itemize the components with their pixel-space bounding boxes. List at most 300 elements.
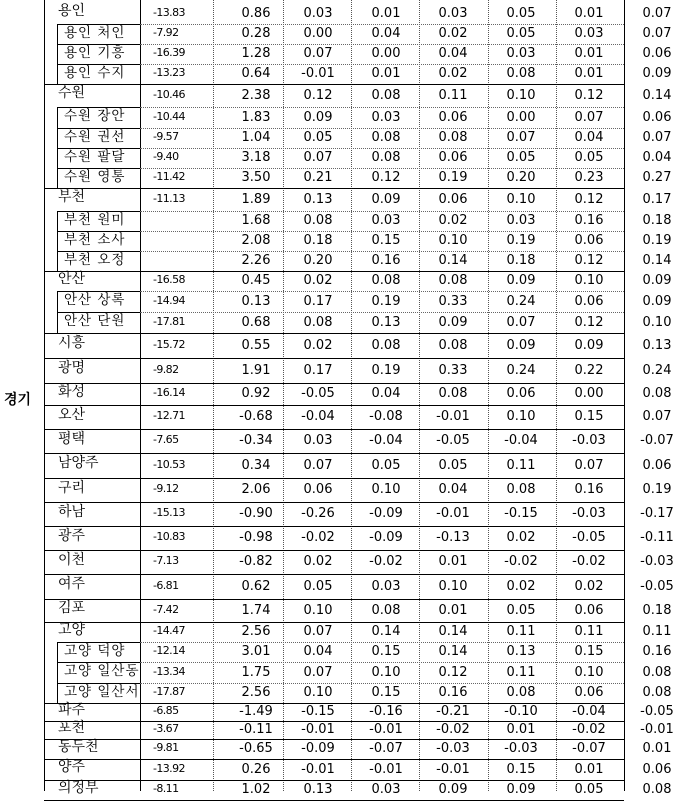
value-cell-col7: 0.12 <box>574 253 604 268</box>
value-cell-col2: 0.13 <box>241 293 271 309</box>
value-cell-col4: 0.15 <box>371 644 401 659</box>
value-cell-col8: 0.07 <box>642 130 672 145</box>
value-cell-col4: 0.08 <box>371 130 401 145</box>
value-cell-col3: 0.07 <box>303 150 333 165</box>
value-cell-col8: -0.11 <box>640 530 674 545</box>
row-divider <box>140 231 624 232</box>
value-cell-col5: -0.01 <box>436 506 470 521</box>
value-cell-col5: 0.12 <box>438 664 468 680</box>
value-cell-col3: 0.18 <box>303 233 333 248</box>
value-cell-col5: -0.02 <box>436 722 470 737</box>
value-cell-col8: 0.14 <box>642 253 672 268</box>
value-cell-col8: 0.19 <box>642 233 672 248</box>
value-cell-col4: -0.16 <box>369 704 403 719</box>
city-name: 하남 <box>58 503 86 520</box>
value-cell-col3: 0.07 <box>303 46 333 61</box>
value-cell-col2: -0.65 <box>239 741 273 756</box>
value-cell-col6: 0.05 <box>506 150 536 165</box>
value-cell-col6: 0.02 <box>506 530 536 545</box>
value-cell-col1: -6.81 <box>153 578 179 592</box>
subdistrict-name: 고양 일산동 <box>64 663 140 679</box>
value-cell-col7: 0.10 <box>574 664 604 680</box>
value-cell-col2: 1.68 <box>241 213 271 228</box>
value-cell-col3: -0.01 <box>301 66 335 81</box>
value-cell-col1: -12.14 <box>153 644 185 657</box>
value-cell-col6: -0.10 <box>504 704 538 719</box>
subrow-box-edge <box>57 148 58 168</box>
value-cell-col3: 0.07 <box>303 624 333 639</box>
value-cell-col1: -9.81 <box>153 741 179 754</box>
value-cell-col5: 0.03 <box>438 5 468 21</box>
subdistrict-name: 수원 장안 <box>64 108 126 124</box>
value-cell-col7: -0.03 <box>572 433 606 448</box>
value-cell-col6: 0.24 <box>506 362 536 378</box>
value-cell-col2: 0.64 <box>241 66 271 81</box>
value-cell-col3: 0.12 <box>303 87 333 103</box>
value-cell-col6: 0.11 <box>506 664 536 680</box>
value-cell-col3: 0.21 <box>303 170 333 185</box>
value-cell-col3: -0.02 <box>301 530 335 545</box>
row-divider <box>140 642 624 643</box>
subdistrict-name: 수원 팔달 <box>64 148 126 165</box>
value-cell-col2: 3.18 <box>241 150 271 165</box>
value-cell-col4: 0.16 <box>371 253 401 268</box>
value-cell-col6: 0.05 <box>506 602 536 618</box>
value-cell-col8: 0.16 <box>642 644 672 659</box>
value-cell-col4: 0.19 <box>371 293 401 309</box>
value-cell-col5: 0.08 <box>438 337 468 353</box>
value-cell-col5: 0.08 <box>438 130 468 145</box>
value-cell-col8: 0.14 <box>642 87 672 103</box>
subrow-box-edge <box>57 211 58 231</box>
value-cell-col8: 0.06 <box>642 457 672 473</box>
value-cell-col7: 0.23 <box>574 170 604 185</box>
value-cell-col2: 1.28 <box>241 46 271 61</box>
value-cell-col4: 0.13 <box>371 314 401 330</box>
value-cell-col5: -0.01 <box>436 761 470 777</box>
city-name: 용인 <box>58 3 86 19</box>
subrow-box-edge <box>57 128 58 148</box>
value-cell-col4: -0.01 <box>369 761 403 777</box>
value-cell-col5: 0.16 <box>438 685 468 700</box>
value-cell-col4: 0.08 <box>371 337 401 353</box>
value-cell-col3: 0.06 <box>303 482 333 497</box>
value-cell-col4: 0.04 <box>371 386 401 401</box>
value-cell-col1: -13.92 <box>153 761 185 775</box>
value-cell-col8: 0.08 <box>642 685 672 700</box>
value-cell-col3: 0.00 <box>303 26 333 41</box>
value-cell-col6: -0.02 <box>504 554 538 569</box>
row-divider <box>44 739 624 740</box>
city-name: 광주 <box>58 527 86 544</box>
value-cell-col7: -0.07 <box>572 741 606 756</box>
value-cell-col5: 0.10 <box>438 233 468 248</box>
value-cell-col3: 0.17 <box>303 293 333 309</box>
value-cell-col4: 0.03 <box>371 782 401 797</box>
value-cell-col6: -0.15 <box>504 506 538 521</box>
value-cell-col1: -10.46 <box>153 87 185 101</box>
value-cell-col1: -9.40 <box>153 150 179 163</box>
value-cell-col3: -0.05 <box>301 386 335 401</box>
value-cell-col4: 0.14 <box>371 624 401 639</box>
value-cell-col2: 1.74 <box>241 602 271 618</box>
value-cell-col6: 0.10 <box>506 87 536 103</box>
city-name: 안산 <box>58 270 86 287</box>
value-cell-col2: -0.82 <box>239 554 273 569</box>
value-cell-col6: 0.24 <box>506 293 536 309</box>
value-cell-col2: 2.38 <box>241 87 271 103</box>
value-cell-col2: 0.55 <box>241 337 271 353</box>
value-cell-col8: 0.08 <box>642 782 672 797</box>
value-cell-col1: -10.53 <box>153 457 185 471</box>
value-cell-col3: 0.08 <box>303 213 333 228</box>
value-cell-col5: 0.14 <box>438 253 468 268</box>
city-name: 구리 <box>58 479 86 496</box>
city-name: 화성 <box>58 383 86 400</box>
value-cell-col4: 0.12 <box>371 170 401 185</box>
value-cell-col1: -13.23 <box>153 66 185 79</box>
subrow-box-edge <box>57 662 58 683</box>
value-cell-col8: 0.18 <box>642 213 672 228</box>
value-cell-col7: 0.16 <box>574 213 604 228</box>
value-cell-col7: 0.05 <box>574 782 604 797</box>
value-cell-col1: -17.81 <box>153 314 185 328</box>
row-divider <box>44 271 624 272</box>
row-divider <box>44 478 624 479</box>
value-cell-col6: 0.05 <box>506 5 536 21</box>
value-cell-col5: 0.01 <box>438 554 468 569</box>
value-cell-col7: -0.02 <box>572 722 606 737</box>
value-cell-col4: 0.03 <box>371 578 401 594</box>
value-cell-col4: 0.15 <box>371 685 401 700</box>
value-cell-col2: 0.92 <box>241 386 271 401</box>
value-cell-col4: 0.10 <box>371 664 401 680</box>
value-cell-col1: -7.65 <box>153 433 179 446</box>
value-cell-col1: -16.58 <box>153 273 185 286</box>
row-divider <box>140 24 624 25</box>
value-cell-col1: -14.47 <box>153 624 185 637</box>
city-name: 여주 <box>58 576 86 592</box>
value-cell-col1: -11.42 <box>153 170 185 183</box>
value-cell-col1: -13.34 <box>153 664 185 678</box>
value-cell-col4: -0.09 <box>369 506 403 521</box>
city-name: 포천 <box>58 719 86 736</box>
subdistrict-name: 부천 오정 <box>64 251 126 268</box>
value-cell-col6: 0.08 <box>506 482 536 497</box>
value-cell-col5: 0.11 <box>438 87 468 103</box>
value-cell-col1: -3.67 <box>153 722 179 735</box>
value-cell-col6: 0.08 <box>506 66 536 81</box>
value-cell-col1: -9.57 <box>153 130 179 143</box>
value-cell-col7: 0.01 <box>574 66 604 81</box>
value-cell-col3: 0.02 <box>303 554 333 569</box>
column-divider <box>556 0 557 791</box>
value-cell-col1: -16.14 <box>153 386 185 399</box>
value-cell-col4: 0.05 <box>371 457 401 473</box>
value-cell-col5: 0.04 <box>438 482 468 497</box>
row-divider <box>44 333 624 334</box>
value-cell-col7: 0.02 <box>574 578 604 594</box>
subrow-box-edge <box>57 168 58 188</box>
value-cell-col2: 0.62 <box>241 578 271 594</box>
value-cell-col6: 0.10 <box>506 409 536 424</box>
value-cell-col4: 0.00 <box>371 46 401 61</box>
city-name: 고양 <box>58 621 86 638</box>
subdistrict-name: 수원 영통 <box>64 168 126 185</box>
value-cell-col3: 0.13 <box>303 782 333 797</box>
value-cell-col6: 0.09 <box>506 273 536 288</box>
value-cell-col5: 0.33 <box>438 293 468 309</box>
value-cell-col5: 0.19 <box>438 170 468 185</box>
city-name: 동두천 <box>58 738 99 755</box>
value-cell-col2: -0.68 <box>239 409 273 424</box>
value-cell-col8: 0.13 <box>642 337 672 353</box>
value-cell-col4: 0.09 <box>371 191 401 207</box>
value-cell-col4: 0.10 <box>371 482 401 497</box>
column-divider <box>419 0 420 791</box>
value-cell-col6: 0.01 <box>506 722 536 737</box>
value-cell-col4: -0.04 <box>369 433 403 448</box>
subrow-box-edge <box>57 107 58 128</box>
row-divider <box>44 84 624 85</box>
value-cell-col6: -0.04 <box>504 433 538 448</box>
row-divider <box>140 64 624 65</box>
value-cell-col8: 0.24 <box>642 362 672 378</box>
value-cell-col1: -8.11 <box>153 782 179 795</box>
value-cell-col3: 0.02 <box>303 273 333 288</box>
value-cell-col2: 0.45 <box>241 273 271 288</box>
value-cell-col2: 0.86 <box>241 5 271 21</box>
value-cell-col5: 0.06 <box>438 150 468 165</box>
city-name: 시흥 <box>58 335 86 351</box>
value-cell-col6: 0.09 <box>506 782 536 797</box>
value-cell-col2: -0.34 <box>239 433 273 448</box>
subdistrict-name: 용인 수지 <box>64 64 126 81</box>
column-divider <box>351 0 352 791</box>
value-cell-col1: -15.13 <box>153 506 185 519</box>
value-cell-col7: 0.07 <box>574 109 604 125</box>
row-divider <box>140 251 624 252</box>
value-cell-col1: -7.13 <box>153 554 179 567</box>
row-divider <box>140 107 624 108</box>
value-cell-col7: 0.06 <box>574 602 604 618</box>
city-name: 이천 <box>58 551 86 568</box>
subrow-box-edge <box>57 64 58 84</box>
value-cell-col6: 0.11 <box>506 457 536 473</box>
value-cell-col1: -10.44 <box>153 109 185 123</box>
subrow-box-edge <box>57 44 58 64</box>
value-cell-col3: 0.10 <box>303 602 333 618</box>
column-divider <box>213 0 214 791</box>
value-cell-col6: 0.18 <box>506 253 536 268</box>
subdistrict-name: 용인 기흥 <box>64 44 126 61</box>
row-divider <box>44 759 624 760</box>
value-cell-col1: -17.87 <box>153 685 185 698</box>
value-cell-col3: 0.07 <box>303 664 333 680</box>
value-cell-col7: -0.05 <box>572 530 606 545</box>
subdistrict-name: 고양 일산서 <box>64 683 140 700</box>
value-cell-col7: 0.06 <box>574 233 604 248</box>
value-cell-col3: -0.04 <box>301 409 335 424</box>
value-cell-col5: 0.02 <box>438 26 468 41</box>
column-divider <box>140 0 141 791</box>
value-cell-col1: -13.83 <box>153 5 185 19</box>
city-name: 평택 <box>58 430 86 447</box>
value-cell-col2: 0.68 <box>241 314 271 330</box>
column-divider <box>488 0 489 791</box>
value-cell-col5: 0.01 <box>438 602 468 618</box>
value-cell-col6: 0.07 <box>506 314 536 330</box>
row-divider <box>44 188 624 189</box>
value-cell-col2: 2.56 <box>241 624 271 639</box>
value-cell-col6: 0.07 <box>506 130 536 145</box>
value-cell-col5: -0.21 <box>436 704 470 719</box>
value-cell-col1: -14.94 <box>153 293 185 307</box>
value-cell-col1: -12.71 <box>153 409 185 422</box>
value-cell-col4: 0.15 <box>371 233 401 248</box>
row-divider <box>44 526 624 527</box>
value-cell-col7: 0.07 <box>574 457 604 473</box>
value-cell-col6: 0.08 <box>506 685 536 700</box>
city-name: 파주 <box>58 701 86 718</box>
city-name: 김포 <box>58 600 86 616</box>
city-name: 오산 <box>58 406 86 423</box>
value-cell-col2: 1.04 <box>241 130 271 145</box>
value-cell-col1: -16.39 <box>153 46 185 59</box>
value-cell-col2: 1.75 <box>241 664 271 680</box>
value-cell-col3: -0.01 <box>301 761 335 777</box>
value-cell-col4: 0.08 <box>371 273 401 288</box>
row-divider <box>44 405 624 406</box>
value-cell-col7: 0.05 <box>574 150 604 165</box>
row-divider <box>44 574 624 575</box>
value-cell-col2: 2.08 <box>241 233 271 248</box>
row-divider <box>44 780 624 781</box>
subrow-box-edge <box>57 24 58 44</box>
value-cell-col7: 0.15 <box>574 644 604 659</box>
subdistrict-name: 고양 덕양 <box>64 642 126 659</box>
value-cell-col6: 0.13 <box>506 644 536 659</box>
value-cell-col2: 3.01 <box>241 644 271 659</box>
value-cell-col7: 0.06 <box>574 685 604 700</box>
row-divider <box>140 662 624 663</box>
subdistrict-name: 안산 단원 <box>64 313 126 329</box>
value-cell-col3: 0.09 <box>303 109 333 125</box>
row-divider <box>140 312 624 313</box>
value-cell-col6: 0.03 <box>506 213 536 228</box>
value-cell-col5: 0.02 <box>438 66 468 81</box>
value-cell-col6: 0.09 <box>506 337 536 353</box>
value-cell-col2: -0.11 <box>239 722 273 737</box>
value-cell-col3: 0.05 <box>303 578 333 594</box>
value-cell-col4: 0.03 <box>371 109 401 125</box>
value-cell-col1: -15.72 <box>153 337 185 351</box>
city-name: 남양주 <box>58 455 99 471</box>
value-cell-col1: -10.83 <box>153 530 185 543</box>
value-cell-col7: 0.16 <box>574 482 604 497</box>
value-cell-col3: 0.03 <box>303 5 333 21</box>
value-cell-col7: 0.12 <box>574 87 604 103</box>
value-cell-col7: -0.02 <box>572 554 606 569</box>
value-cell-col5: 0.09 <box>438 782 468 797</box>
value-cell-col7: 0.01 <box>574 761 604 777</box>
subrow-box-edge <box>57 251 58 271</box>
value-cell-col8: 0.11 <box>642 624 672 639</box>
value-cell-col8: 0.17 <box>642 191 672 207</box>
value-cell-col8: 0.08 <box>642 664 672 680</box>
value-cell-col2: -1.49 <box>239 704 273 719</box>
subrow-box-edge <box>57 312 58 333</box>
value-cell-col6: 0.00 <box>506 109 536 125</box>
value-cell-col6: 0.06 <box>506 386 536 401</box>
value-cell-col5: -0.13 <box>436 530 470 545</box>
value-cell-col5: 0.09 <box>438 314 468 330</box>
row-divider <box>44 622 624 623</box>
row-divider <box>44 358 624 359</box>
row-divider <box>140 128 624 129</box>
value-cell-col4: 0.01 <box>371 66 401 81</box>
value-cell-col5: 0.14 <box>438 644 468 659</box>
value-cell-col8: 0.09 <box>642 66 672 81</box>
value-cell-col3: 0.05 <box>303 130 333 145</box>
value-cell-col2: 2.26 <box>241 253 271 268</box>
value-cell-col8: -0.05 <box>640 704 674 719</box>
value-cell-col5: 0.02 <box>438 213 468 228</box>
row-divider <box>140 291 624 292</box>
value-cell-col8: 0.06 <box>642 46 672 61</box>
value-cell-col1: -9.12 <box>153 482 179 495</box>
row-divider <box>44 453 624 454</box>
value-cell-col8: 0.06 <box>642 761 672 777</box>
value-cell-col2: 0.26 <box>241 761 271 777</box>
value-cell-col8: 0.27 <box>642 170 672 185</box>
value-cell-col8: 0.08 <box>642 386 672 401</box>
city-name: 양주 <box>58 759 86 775</box>
city-name: 광명 <box>58 360 86 376</box>
subdistrict-name: 용인 처인 <box>64 24 126 41</box>
value-cell-col1: -11.13 <box>153 191 185 205</box>
value-cell-col5: 0.08 <box>438 273 468 288</box>
value-cell-col2: 1.91 <box>241 362 271 378</box>
value-cell-col7: 0.00 <box>574 386 604 401</box>
value-cell-col7: 0.12 <box>574 314 604 330</box>
column-divider <box>44 0 45 791</box>
value-cell-col2: 2.06 <box>241 482 271 497</box>
value-cell-col2: 3.50 <box>241 170 271 185</box>
value-cell-col6: 0.19 <box>506 233 536 248</box>
subdistrict-name: 수원 권선 <box>64 128 126 145</box>
value-cell-col5: 0.14 <box>438 624 468 639</box>
city-name: 수원 <box>58 85 86 101</box>
value-cell-col7: 0.11 <box>574 624 604 639</box>
row-divider <box>140 148 624 149</box>
subrow-box-edge <box>57 291 58 312</box>
value-cell-col3: 0.02 <box>303 337 333 353</box>
row-divider <box>44 429 624 430</box>
city-name: 부천 <box>58 189 86 205</box>
value-cell-col5: 0.05 <box>438 457 468 473</box>
subrow-box-edge <box>57 231 58 251</box>
value-cell-col8: -0.03 <box>640 554 674 569</box>
row-divider <box>44 550 624 551</box>
value-cell-col3: 0.03 <box>303 433 333 448</box>
subdistrict-name: 부천 소사 <box>64 231 126 248</box>
value-cell-col6: 0.02 <box>506 578 536 594</box>
value-cell-col8: 0.07 <box>642 26 672 41</box>
region-label: 경기 <box>4 392 32 408</box>
value-cell-col1: -9.82 <box>153 362 179 376</box>
value-cell-col8: 0.01 <box>642 741 672 756</box>
